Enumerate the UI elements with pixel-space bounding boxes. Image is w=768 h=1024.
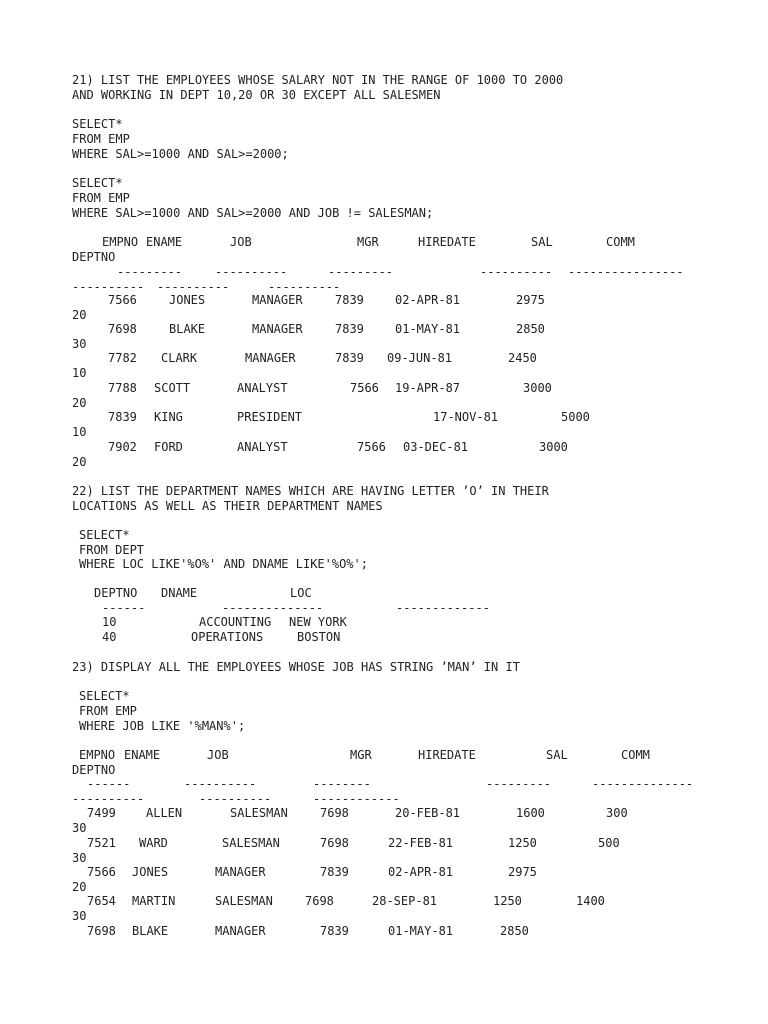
cell-empno: 7654 [87, 894, 116, 908]
cell-hiredate: 20-FEB-81 [395, 806, 461, 820]
cell-mgr: 7566 [350, 381, 379, 395]
cell-job: MANAGER [245, 351, 296, 365]
cell-deptno: 30 [72, 909, 87, 923]
column-underline: ------ [102, 601, 146, 615]
q22-sql-line: SELECT* [79, 528, 130, 542]
cell-deptno: 20 [72, 455, 87, 469]
column-underline: -------------- [222, 601, 324, 615]
q22-sql-line: FROM DEPT [79, 543, 145, 557]
col-header-empno: EMPNO [102, 235, 139, 249]
q23-sql-line: FROM EMP [79, 704, 137, 718]
column-underline: -------- [313, 777, 371, 791]
cell-dname: ACCOUNTING [199, 615, 272, 629]
col-header-deptno: DEPTNO [94, 586, 138, 600]
cell-job: PRESIDENT [237, 410, 303, 424]
col-header-deptno: DEPTNO [72, 250, 116, 264]
cell-ename: FORD [154, 440, 183, 454]
column-underline: --------- [328, 265, 394, 279]
q22-title-line-2: LOCATIONS AS WELL AS THEIR DEPARTMENT NAMES [72, 499, 383, 513]
col-header-deptno: DEPTNO [72, 763, 116, 777]
cell-sal: 5000 [561, 410, 590, 424]
cell-sal: 2975 [508, 865, 537, 879]
column-underline: ---------- [268, 280, 341, 294]
cell-mgr: 7698 [320, 806, 349, 820]
cell-hiredate: 09-JUN-81 [387, 351, 453, 365]
cell-ename: MARTIN [132, 894, 176, 908]
column-underline: ------ [87, 777, 131, 791]
cell-ename: SCOTT [154, 381, 191, 395]
cell-mgr: 7698 [320, 836, 349, 850]
q22-sql-line: WHERE LOC LIKE'%O%' AND DNAME LIKE'%O%'; [79, 557, 368, 571]
col-header-ename: ENAME [146, 235, 183, 249]
cell-deptno: 30 [72, 851, 87, 865]
cell-mgr: 7839 [320, 924, 349, 938]
cell-mgr: 7566 [357, 440, 386, 454]
cell-empno: 7698 [108, 322, 137, 336]
cell-job: MANAGER [215, 924, 266, 938]
cell-ename: KING [154, 410, 183, 424]
q21-sql-b-line: WHERE SAL>=1000 AND SAL>=2000 AND JOB != SALESMAN; [72, 206, 434, 220]
cell-comm: 300 [606, 806, 628, 820]
q21-sql-a-line: SELECT* [72, 117, 123, 131]
cell-deptno: 30 [72, 337, 87, 351]
cell-job: MANAGER [252, 293, 303, 307]
cell-empno: 7566 [87, 865, 116, 879]
cell-loc: BOSTON [297, 630, 341, 644]
cell-empno: 7788 [108, 381, 137, 395]
cell-sal: 3000 [523, 381, 552, 395]
q21-sql-a-line: WHERE SAL>=1000 AND SAL>=2000; [72, 147, 289, 161]
cell-sal: 1600 [516, 806, 545, 820]
col-header-sal: SAL [531, 235, 553, 249]
cell-job: MANAGER [252, 322, 303, 336]
cell-sal: 2850 [516, 322, 545, 336]
column-underline: ---------- [184, 777, 257, 791]
cell-hiredate: 03-DEC-81 [403, 440, 469, 454]
cell-empno: 7902 [108, 440, 137, 454]
cell-job: SALESMAN [215, 894, 273, 908]
q23-sql-line: WHERE JOB LIKE '%MAN%'; [79, 719, 246, 733]
cell-sal: 1250 [508, 836, 537, 850]
cell-hiredate: 17-NOV-81 [433, 410, 499, 424]
col-header-hiredate: HIREDATE [418, 235, 476, 249]
cell-sal: 3000 [539, 440, 568, 454]
cell-job: ANALYST [237, 440, 288, 454]
cell-empno: 7839 [108, 410, 137, 424]
col-header-comm: COMM [621, 748, 650, 762]
col-header-ename: ENAME [124, 748, 161, 762]
cell-empno: 7698 [87, 924, 116, 938]
cell-dname: OPERATIONS [191, 630, 264, 644]
q21-sql-a-line: FROM EMP [72, 132, 130, 146]
cell-sal: 2450 [508, 351, 537, 365]
q23-title-line-1: 23) DISPLAY ALL THE EMPLOYEES WHOSE JOB HAS STRING ’MAN’ IN IT [72, 660, 520, 674]
col-header-job: JOB [207, 748, 229, 762]
column-underline: ---------- [199, 792, 272, 806]
column-underline: --------- [117, 265, 183, 279]
q21-title-line-1: 21) LIST THE EMPLOYEES WHOSE SALARY NOT IN THE RANGE OF 1000 TO 2000 [72, 73, 564, 87]
cell-ename: ALLEN [146, 806, 183, 820]
cell-ename: CLARK [161, 351, 198, 365]
cell-sal: 1250 [493, 894, 522, 908]
cell-sal: 2850 [500, 924, 529, 938]
column-underline: ------------- [396, 601, 490, 615]
column-underline: ---------- [72, 792, 145, 806]
col-header-job: JOB [230, 235, 252, 249]
cell-mgr: 7698 [305, 894, 334, 908]
column-underline: ---------- [480, 265, 553, 279]
col-header-mgr: MGR [350, 748, 372, 762]
column-underline: ---------- [215, 265, 288, 279]
cell-hiredate: 02-APR-81 [388, 865, 454, 879]
cell-hiredate: 19-APR-87 [395, 381, 461, 395]
cell-deptno: 20 [72, 308, 87, 322]
cell-ename: JONES [169, 293, 206, 307]
q23-sql-line: SELECT* [79, 689, 130, 703]
column-underline: --------- [486, 777, 552, 791]
cell-deptno: 10 [102, 615, 117, 629]
column-underline: ---------- [157, 280, 230, 294]
cell-hiredate: 01-MAY-81 [395, 322, 461, 336]
cell-deptno: 20 [72, 396, 87, 410]
cell-job: MANAGER [215, 865, 266, 879]
cell-deptno: 20 [72, 880, 87, 894]
cell-deptno: 30 [72, 821, 87, 835]
cell-deptno: 40 [102, 630, 117, 644]
cell-ename: JONES [132, 865, 169, 879]
cell-job: SALESMAN [222, 836, 280, 850]
cell-mgr: 7839 [335, 293, 364, 307]
q21-title-line-2: AND WORKING IN DEPT 10,20 OR 30 EXCEPT ALL SALESMEN [72, 88, 441, 102]
col-header-empno: EMPNO [79, 748, 116, 762]
col-header-hiredate: HIREDATE [418, 748, 476, 762]
cell-comm: 1400 [576, 894, 605, 908]
cell-hiredate: 22-FEB-81 [388, 836, 454, 850]
q21-sql-b-line: FROM EMP [72, 191, 130, 205]
q21-sql-b-line: SELECT* [72, 176, 123, 190]
cell-mgr: 7839 [335, 322, 364, 336]
cell-deptno: 10 [72, 366, 87, 380]
column-underline: -------------- [592, 777, 694, 791]
cell-hiredate: 01-MAY-81 [388, 924, 454, 938]
cell-ename: WARD [139, 836, 168, 850]
column-underline: ---------------- [568, 265, 684, 279]
cell-job: SALESMAN [230, 806, 288, 820]
cell-deptno: 10 [72, 425, 87, 439]
cell-comm: 500 [598, 836, 620, 850]
cell-loc: NEW YORK [289, 615, 347, 629]
cell-empno: 7521 [87, 836, 116, 850]
col-header-loc: LOC [290, 586, 312, 600]
cell-empno: 7782 [108, 351, 137, 365]
cell-job: ANALYST [237, 381, 288, 395]
cell-empno: 7566 [108, 293, 137, 307]
cell-ename: BLAKE [132, 924, 169, 938]
column-underline: ---------- [72, 280, 145, 294]
cell-empno: 7499 [87, 806, 116, 820]
column-underline: ------------ [313, 792, 400, 806]
q22-title-line-1: 22) LIST THE DEPARTMENT NAMES WHICH ARE HAVING LETTER ’O’ IN THEIR [72, 484, 549, 498]
col-header-dname: DNAME [161, 586, 198, 600]
cell-sal: 2975 [516, 293, 545, 307]
cell-mgr: 7839 [320, 865, 349, 879]
col-header-sal: SAL [546, 748, 568, 762]
col-header-comm: COMM [606, 235, 635, 249]
cell-mgr: 7839 [335, 351, 364, 365]
cell-ename: BLAKE [169, 322, 206, 336]
col-header-mgr: MGR [357, 235, 379, 249]
cell-hiredate: 28-SEP-81 [372, 894, 438, 908]
cell-hiredate: 02-APR-81 [395, 293, 461, 307]
